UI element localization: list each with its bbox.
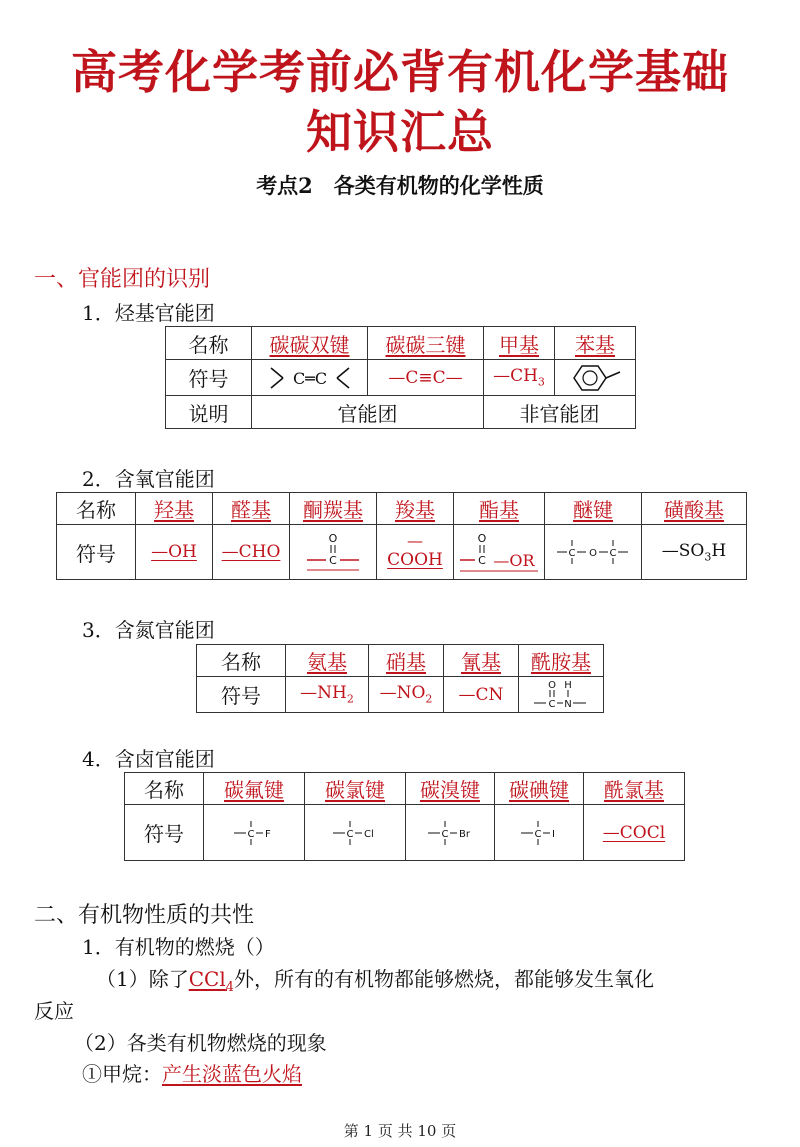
name-cc-double: 碳碳双键 (252, 327, 368, 360)
nitrogen-heading: 3．含氮官能团 (82, 618, 215, 642)
benzene-ring-icon (564, 363, 626, 393)
subtitle: 考点2 各类有机物的化学性质 (256, 173, 544, 198)
svg-text:C: C (346, 828, 354, 840)
sym-amino (286, 677, 369, 713)
ether-c2: C (609, 548, 617, 559)
page-footer: 第 1 页 共 10 页 (343, 1122, 457, 1140)
ketone-c: C (329, 554, 337, 567)
ci-structure-icon (511, 815, 567, 851)
item1-key-sub: 4 (225, 980, 235, 995)
carboxyl-bond: — (407, 531, 423, 550)
sulfonic-text: —SO (661, 540, 705, 561)
ether-c1: C (568, 548, 576, 559)
item1-pre: （1）除了 (96, 967, 189, 991)
title-line-1: 高考化学考前必背有机化学基础 (71, 45, 729, 99)
name-sulfonic: 磺酸基 (642, 493, 747, 525)
name-phenyl: 苯基 (555, 327, 636, 360)
section1-heading: 一、官能团的识别 (34, 267, 211, 292)
name-acyl-chloride: 酰氯基 (584, 773, 685, 805)
sym-cc-double (252, 360, 368, 396)
sym-aldehyde: —CHO (213, 525, 290, 580)
title-line-2: 知识汇总 (306, 105, 494, 159)
halogen-f: F (265, 828, 271, 840)
amide-o: O (548, 679, 556, 691)
ester-o: O (477, 532, 487, 545)
halogen-heading: 4．含卤官能团 (82, 747, 215, 771)
name-methyl: 甲基 (484, 327, 555, 360)
sym-hydroxyl: —OH (136, 525, 213, 580)
ester-c: C (478, 554, 486, 567)
combustion-heading: 1．有机物的燃烧（） (82, 935, 275, 959)
name-cyano: 氰基 (444, 645, 519, 677)
name-ketone: 酮羰基 (290, 493, 377, 525)
name-ccl: 碳氯键 (305, 773, 406, 805)
methane-label: ①甲烷： (82, 1062, 162, 1086)
item1-line (96, 963, 654, 995)
name-ci: 碳碘键 (495, 773, 584, 805)
row-label-name: 名称 (57, 493, 136, 525)
amide-h: H (564, 679, 572, 691)
row-label-note: 说明 (166, 396, 252, 429)
row-label-name: 名称 (125, 773, 204, 805)
sym-carboxyl (377, 525, 454, 580)
methane-value: 产生淡蓝色火焰 (162, 1062, 302, 1086)
amide-n: N (564, 698, 572, 710)
svg-text:C: C (534, 828, 542, 840)
halogen-table (124, 772, 685, 861)
sym-cyano: —CN (444, 677, 519, 713)
amino-text: —NH (300, 683, 347, 704)
sym-phenyl (555, 360, 636, 396)
ether-structure-icon (553, 534, 633, 570)
item2-line: （2）各类有机物燃烧的现象 (74, 1031, 327, 1055)
svg-text:C: C (247, 828, 255, 840)
name-ester: 酯基 (454, 493, 545, 525)
sym-amide (519, 677, 604, 713)
halogen-i: I (552, 828, 555, 840)
cbr-structure-icon (420, 815, 480, 851)
amino-sub: 2 (346, 692, 354, 706)
methane-line (82, 1058, 302, 1087)
ketone-o: O (328, 532, 338, 545)
section2-heading: 二、有机物性质的共性 (34, 903, 255, 928)
row-label-symbol: 符号 (197, 677, 286, 713)
name-carboxyl: 羧基 (377, 493, 454, 525)
item1-key-text: CCl (188, 967, 226, 991)
sym-cc-triple: —C≡C— (368, 360, 484, 396)
nitro-sub: 2 (425, 692, 433, 706)
halogen-cl: Cl (364, 828, 374, 840)
sym-cbr (406, 805, 495, 861)
ether-o: O (589, 548, 597, 559)
sym-ccl (305, 805, 406, 861)
halogen-br: Br (459, 828, 470, 840)
methyl-text: —CH (493, 366, 538, 387)
sym-cf (204, 805, 305, 861)
sym-methyl (484, 360, 555, 396)
sym-nitro (369, 677, 444, 713)
hydrocarbon-heading: 1．烃基官能团 (82, 301, 215, 325)
row-label-symbol: 符号 (166, 360, 252, 396)
sym-ketone (290, 525, 377, 580)
row-label-name: 名称 (166, 327, 252, 360)
amide-c: C (548, 698, 556, 710)
name-amino: 氨基 (286, 645, 369, 677)
name-aldehyde: 醛基 (213, 493, 290, 525)
amide-structure-icon (526, 678, 596, 712)
sulfonic-end: H (711, 540, 727, 561)
ester-or: —OR (493, 551, 535, 570)
name-nitro: 硝基 (369, 645, 444, 677)
nitrogen-table (196, 644, 604, 713)
oxygen-table (56, 492, 747, 580)
sym-ester (454, 525, 545, 580)
sulfonic-sub: 3 (704, 550, 712, 564)
hydrocarbon-table (165, 326, 636, 429)
note-nonfunctional: 非官能团 (484, 396, 636, 429)
sym-ether (545, 525, 642, 580)
double-bond-text: C═C (292, 368, 327, 388)
nitro-text: —NO (379, 683, 426, 704)
name-ether: 醚键 (545, 493, 642, 525)
item1-continuation: 反应 (34, 999, 74, 1023)
item1-post: 外，所有的有机物都能够燃烧，都能够发生氧化 (234, 967, 655, 991)
name-cc-triple: 碳碳三键 (368, 327, 484, 360)
note-functional: 官能团 (252, 396, 484, 429)
name-hydroxyl: 羟基 (136, 493, 213, 525)
carboxyl-text: COOH (387, 550, 443, 570)
row-label-name: 名称 (197, 645, 286, 677)
oxygen-heading: 2．含氧官能团 (82, 467, 215, 491)
methyl-sub: 3 (537, 375, 545, 389)
item1-key (188, 967, 235, 995)
name-cf: 碳氟键 (204, 773, 305, 805)
sym-sulfonic (642, 525, 747, 580)
sym-ci (495, 805, 584, 861)
name-amide: 酰胺基 (519, 645, 604, 677)
page-title (0, 42, 800, 162)
sym-acyl-chloride: —COCl (584, 805, 685, 861)
svg-text:C: C (441, 828, 449, 840)
name-cbr: 碳溴键 (406, 773, 495, 805)
row-label-symbol: 符号 (57, 525, 136, 580)
cf-structure-icon (224, 815, 284, 851)
ccl-structure-icon (325, 815, 385, 851)
row-label-symbol: 符号 (125, 805, 204, 861)
